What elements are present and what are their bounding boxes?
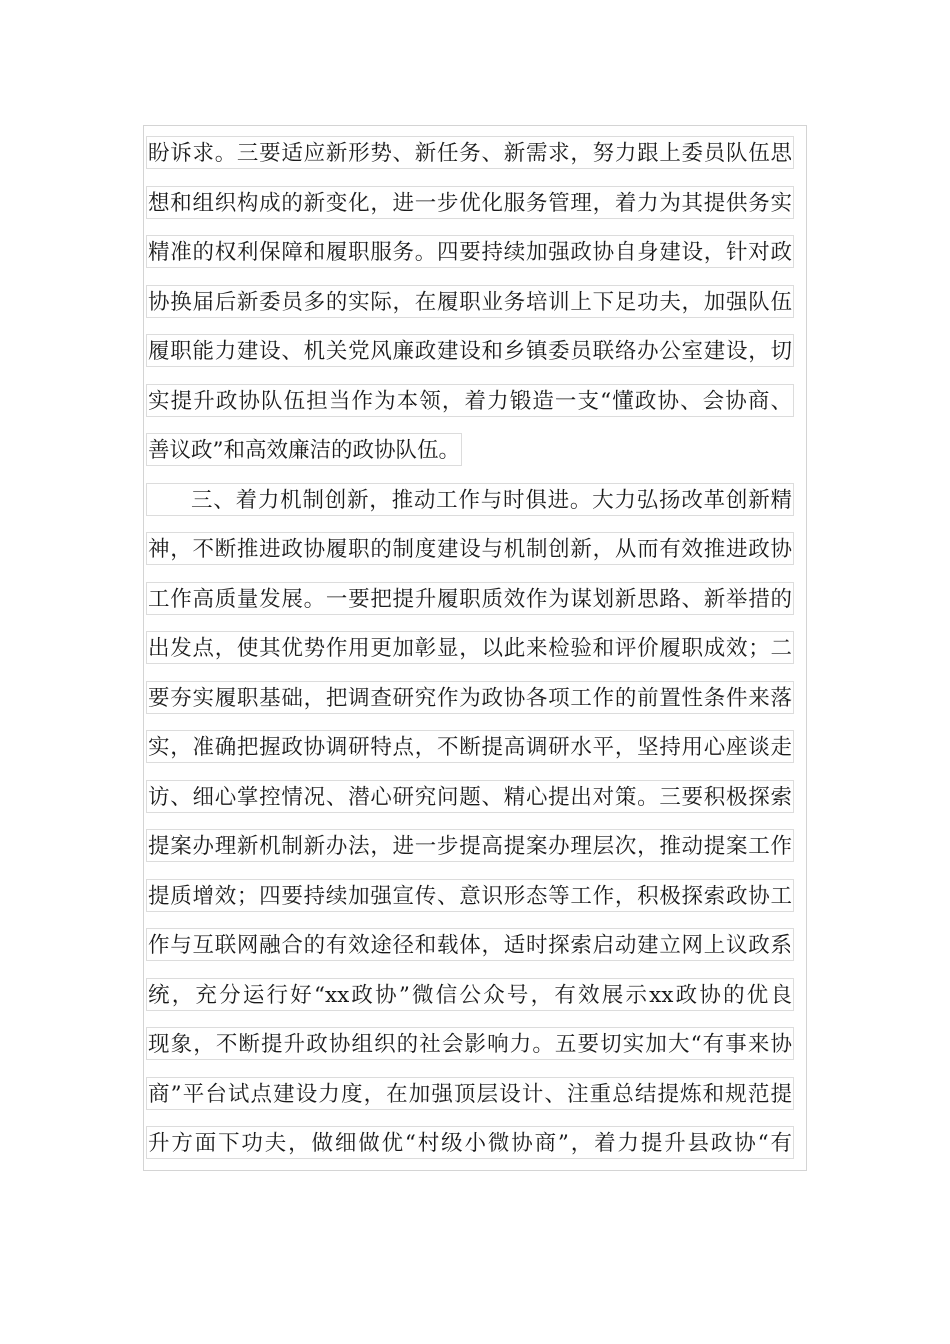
text-line: [146, 378, 806, 428]
line-text: 协换届后新委员多的实际，在履职业务培训上下足功夫，加强队伍: [146, 285, 794, 318]
line-text: 现象，不断提升政协组织的社会影响力。五要切实加大“有事来协: [146, 1027, 794, 1060]
document-body: [146, 130, 806, 1170]
text-line: [146, 675, 806, 725]
text-line: [146, 724, 806, 774]
text-line: [146, 1120, 806, 1170]
text-line: [146, 972, 806, 1022]
text-line: [146, 823, 806, 873]
line-text: 神，不断推进政协履职的制度建设与机制创新，从而有效推进政协: [146, 532, 794, 565]
text-line: [146, 279, 806, 329]
text-line: [146, 774, 806, 824]
line-text: 统，充分运行好“xx政协”微信公众号，有效展示xx政协的优良: [146, 978, 794, 1011]
text-line: [146, 526, 806, 576]
text-line: [146, 576, 806, 626]
text-line: [146, 130, 806, 180]
text-line: [146, 229, 806, 279]
text-line-paragraph-end: [146, 427, 806, 477]
line-text: 想和组织构成的新变化，进一步优化服务管理，着力为其提供务实: [146, 186, 794, 219]
line-text: 作与互联网融合的有效途径和载体，适时探索启动建立网上议政系: [146, 928, 794, 961]
text-line: [146, 180, 806, 230]
line-text: 工作高质量发展。一要把提升履职质效作为谋划新思路、新举措的: [146, 582, 794, 615]
text-line-paragraph-start: [146, 477, 806, 527]
text-line: [146, 922, 806, 972]
text-line: [146, 625, 806, 675]
line-text: 善议政”和高效廉洁的政协队伍。: [146, 433, 462, 466]
line-text: 履职能力建设、机关党风廉政建设和乡镇委员联络办公室建设，切: [146, 334, 794, 367]
line-text: 三、着力机制创新，推动工作与时俱进。大力弘扬改革创新精: [146, 483, 794, 516]
text-line: [146, 328, 806, 378]
text-line: [146, 1021, 806, 1071]
line-text: 访、细心掌控情况、潜心研究问题、精心提出对策。三要积极探索: [146, 780, 794, 813]
line-text: 精准的权利保障和履职服务。四要持续加强政协自身建设，针对政: [146, 235, 794, 268]
line-text: 要夯实履职基础，把调查研究作为政协各项工作的前置性条件来落: [146, 681, 794, 714]
line-text: 盼诉求。三要适应新形势、新任务、新需求，努力跟上委员队伍思: [146, 136, 794, 169]
line-text: 实，准确把握政协调研特点，不断提高调研水平，坚持用心座谈走: [146, 730, 794, 763]
line-text: 出发点，使其优势作用更加彰显，以此来检验和评价履职成效；二: [146, 631, 794, 664]
line-text: 实提升政协队伍担当作为本领，着力锻造一支“懂政协、会协商、: [146, 384, 794, 417]
line-text: 升方面下功夫，做细做优“村级小微协商”，着力提升县政协“有: [146, 1126, 794, 1159]
text-line: [146, 1071, 806, 1121]
text-line: [146, 873, 806, 923]
line-text: 提案办理新机制新办法，进一步提高提案办理层次，推动提案工作: [146, 829, 794, 862]
line-text: 商”平台试点建设力度，在加强顶层设计、注重总结提炼和规范提: [146, 1077, 794, 1110]
line-text: 提质增效；四要持续加强宣传、意识形态等工作，积极探索政协工: [146, 879, 794, 912]
